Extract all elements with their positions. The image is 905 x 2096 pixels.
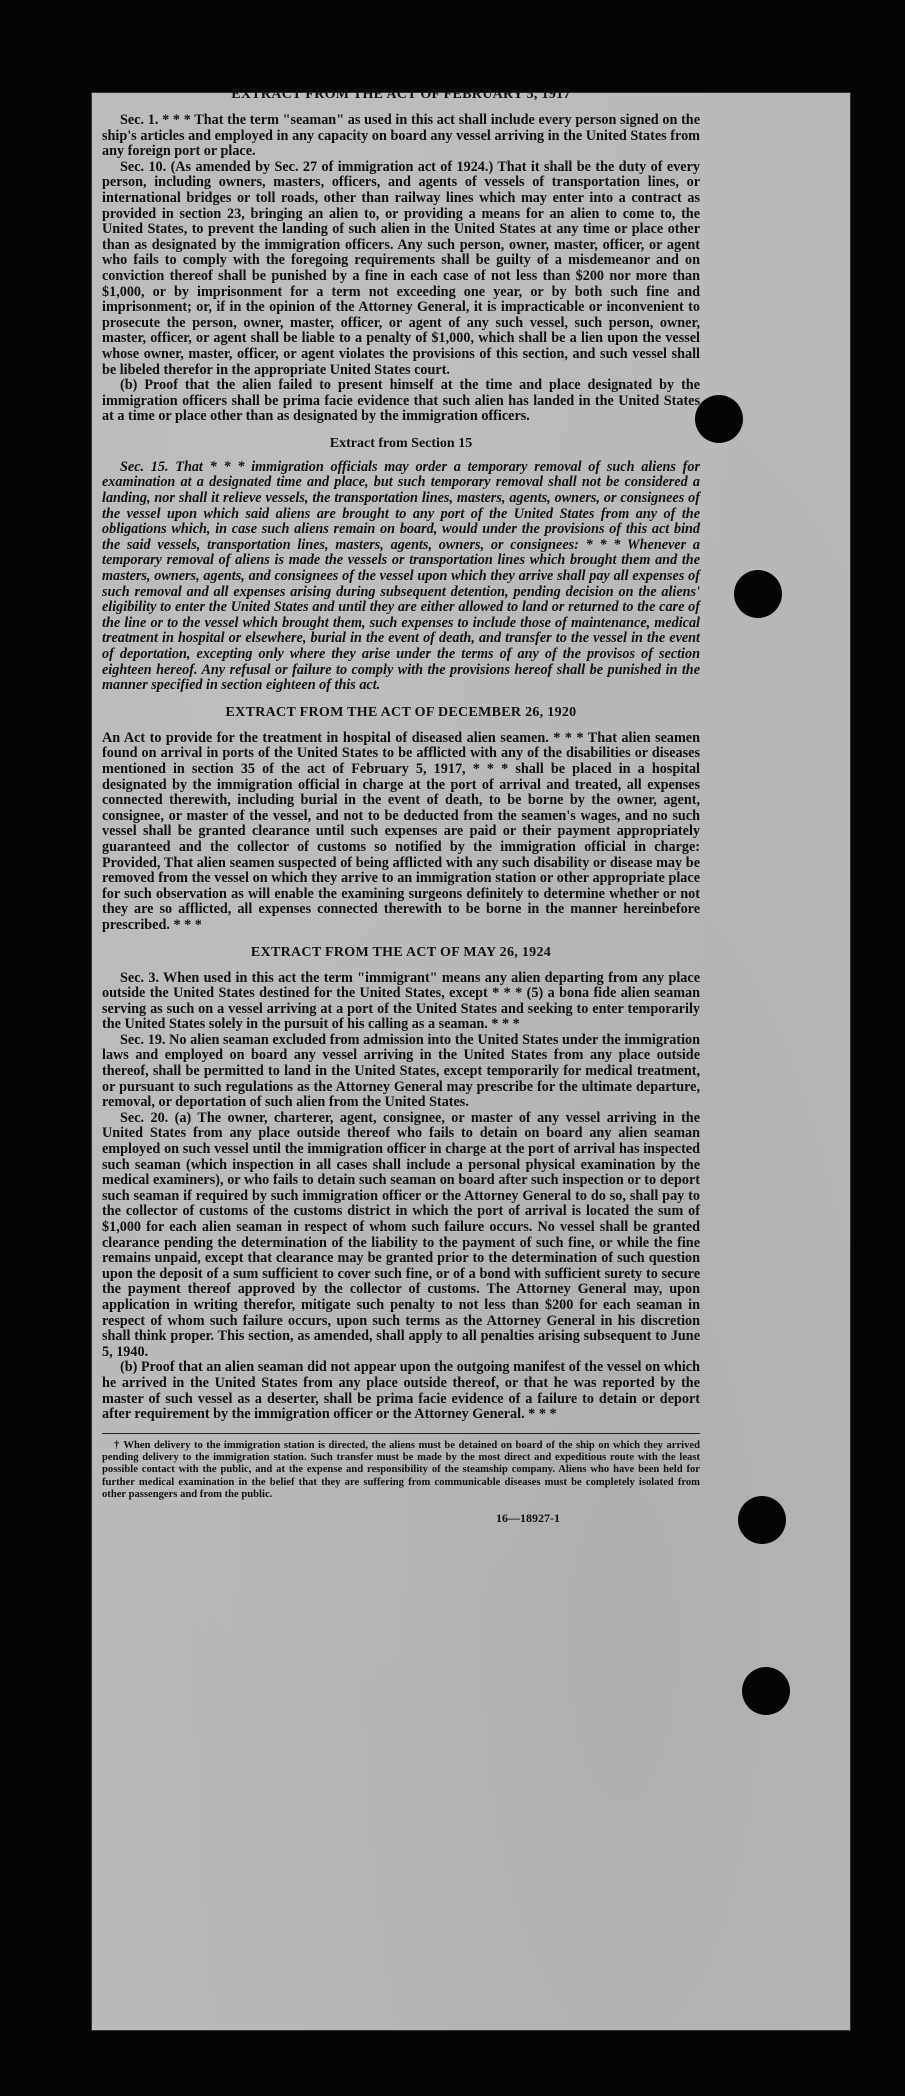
section-3: Sec. 3. When used in this act the term "immigrant" means any alien departing from any place outside the United States destined for the United States, except * * * (5) a bona fide alien seaman serving as such on a vessel arriving at a port of the United States and seeking to enter temporarily the United States solely in the pursuit of his calling as a seaman. * * * xyxy=(102,969,700,1033)
form-number: 16—18927-1 xyxy=(496,1511,560,1526)
section-20b: (b) Proof that an alien seaman did not appear upon the outgoing manifest of the vessel on which he arrived in the United States from any place outside thereof, or that he was reported by the master of such vessel as a deserter, shall be prima facie evidence of a failure to detain or deport after requirement by the immigration officer or the Attorney General. * * * xyxy=(102,1359,700,1423)
section-15: Sec. 15. That * * * immigration officials may order a temporary removal of such aliens for examination at a designated time and place, but such temporary removal shall not be considered a landing, nor shall it relieve vessels, the transportation lines, masters, agents, owners, or consignees of the vessel upon which said aliens are brought to any port of the United States from any of the obligations which, in case such aliens remain on board, would under the provisions of this act bind the said vessels, transportation lines, masters, agents, owners, or consignees: * * * Whenever a temporary removal of aliens is made the vessels or transportation lines which brought them and the masters, owners, agents, and consignees of the vessel upon which they arrive shall pay all expenses of such removal and all expenses arising during subsequent detention, pending decision on the aliens' eligibility to enter the United States and until they are either allowed to land or returned to the care of the line or to the vessel which brought them, such expenses to include those of maintenance, medical treatment in hospital or elsewhere, burial in the event of death, and transfer to the vessel in the event of deportation, excepting only where they arise under the terms of any of the provisos of section eighteen hereof. Any refusal or failure to comply with the provisions hereof shall be punished in the manner specified in section eighteen of this act. xyxy=(102,458,700,694)
heading-act-1917: EXTRACT FROM THE ACT OF FEBRUARY 5, 1917 xyxy=(231,87,571,102)
section-10: Sec. 10. (As amended by Sec. 27 of immigration act of 1924.) That it shall be the duty of every person, including owners, masters, officers, and agents of vessels of transportation lines, or international bridges or toll roads, other than railway lines which may enter into a contract as provided in section 23, bringing an alien to, or providing a means for an alien to come to, the United States, to prevent the landing of such alien in the United States at any time or place other than as designated by the immigration officers. Any such person, owner, master, officer, or agent who fails to comply with the foregoing requirements shall be guilty of a misdemeanor and on conviction thereof shall be punished by a fine in each case of not less than $200 nor more than $1,000, or by imprisonment for a term not exceeding one year, or by both such fine and imprisonment; or, if in the opinion of the Attorney General, it is impracticable or inconvenient to prosecute the person, owner, master, officer, or agent of any such vessel, such person, owner, master, officer, or agent shall be liable to a penalty of $1,000, which shall be a lien upon the vessel whose owner, master, officer, or agent violates the provisions of this section, and such vessel shall be libeled therefor in the appropriate United States court. xyxy=(102,158,700,378)
footnote: † When delivery to the immigration station is directed, the aliens must be detained on board of the ship on which they arrived pending delivery to the immigration station. Such transfer must be made by the most direct and expeditious route with the least possible contact with the public, and at the expense and responsibility of the steamship company. Aliens who have been held for further medical examination in the belief that they are suffering from communicable diseases must be completely isolated from other passengers and from the public. xyxy=(102,1433,700,1501)
heading-section-15: Extract from Section 15 xyxy=(329,435,473,451)
section-1: Sec. 1. * * * That the term "seaman" as used in this act shall include every person signed on the ship's articles and employed in any capacity on board any vessel arriving in the United States from any foreign port or place. xyxy=(102,112,700,160)
punch-hole-4 xyxy=(742,1667,790,1715)
section-10b: (b) Proof that the alien failed to present himself at the time and place designated by the immigration officers shall be prima facie evidence that such alien has landed in the United States at a time or place other than as designated by the immigration officers. xyxy=(102,377,700,425)
section-20a: Sec. 20. (a) The owner, charterer, agent, consignee, or master of any vessel arriving in the United States from any place outside thereof who fails to detain on board any alien seaman employed on such vessel until the immigration officer in charge at the port of arrival has inspected such seaman (which inspection in all cases shall include a personal physical examination by the medical examiners), or who fails to detain such seaman on board after such inspection or to deport such seaman if required by such immigration officer or the Attorney General to do so, shall pay to the collector of customs of the customs district in which the port of arrival is located the sum of $1,000 for each alien seaman in respect of whom such failure occurs. No vessel shall be granted clearance pending the determination of the liability to the payment of such fine, or while the fine remains unpaid, except that clearance may be granted prior to the determination of such question upon the deposit of a sum sufficient to cover such fine, or of a bond with sufficient surety to secure the payment thereof approved by the collector of customs. The Attorney General may, upon application in writing therefor, mitigate such penalty to not less than $200 for each seaman in respect of whom such failure occurs, upon such terms as the Attorney General in his discretion shall think proper. This section, as amended, shall apply to all penalties arising subsequent to June 5, 1940. xyxy=(102,1109,700,1360)
section-19: Sec. 19. No alien seaman excluded from admission into the United States under the immigration laws and employed on board any vessel arriving in the United States from any place outside thereof, shall be permitted to land in the United States, except temporarily for medical treatment, or pursuant to such regulations as the Attorney General may prescribe for the ultimate departure, removal, or deportation of such alien from the United States. xyxy=(102,1031,700,1111)
punch-hole-1 xyxy=(695,395,743,443)
heading-act-1920: EXTRACT FROM THE ACT OF DECEMBER 26, 1920 xyxy=(225,704,577,720)
document-text xyxy=(102,86,700,1526)
heading-act-1924: EXTRACT FROM THE ACT OF MAY 26, 1924 xyxy=(250,944,552,960)
punch-hole-2 xyxy=(734,570,782,618)
punch-hole-3 xyxy=(738,1496,786,1544)
act-1920-text: An Act to provide for the treatment in hospital of diseased alien seamen. * * * That alien seamen found on arrival in ports of the United States to be afflicted with any of the disabilities or diseases mentioned in section 35 of the act of February 5, 1917, * * * shall be placed in a hospital designated by the immigration official in charge at the port of arrival and treated, all expenses connected therewith, including burial in the event of death, to be borne by the owner, agent, consignee, or master of the vessel, and not to be deducted from the seamen's wages, and no such vessel shall be granted clearance until such expenses are paid or their payment appropriately guaranteed and the collector of customs so notified by the immigration official in charge: Provided, That alien seamen suspected of being afflicted with any such disability or disease may be removed from the vessel on which they arrive to an immigration station or other appropriate place for such observation as will enable the examining surgeons definitely to determine whether or not they are so afflicted, all expenses connected therewith to be borne in the manner hereinbefore prescribed. * * * xyxy=(102,729,700,933)
